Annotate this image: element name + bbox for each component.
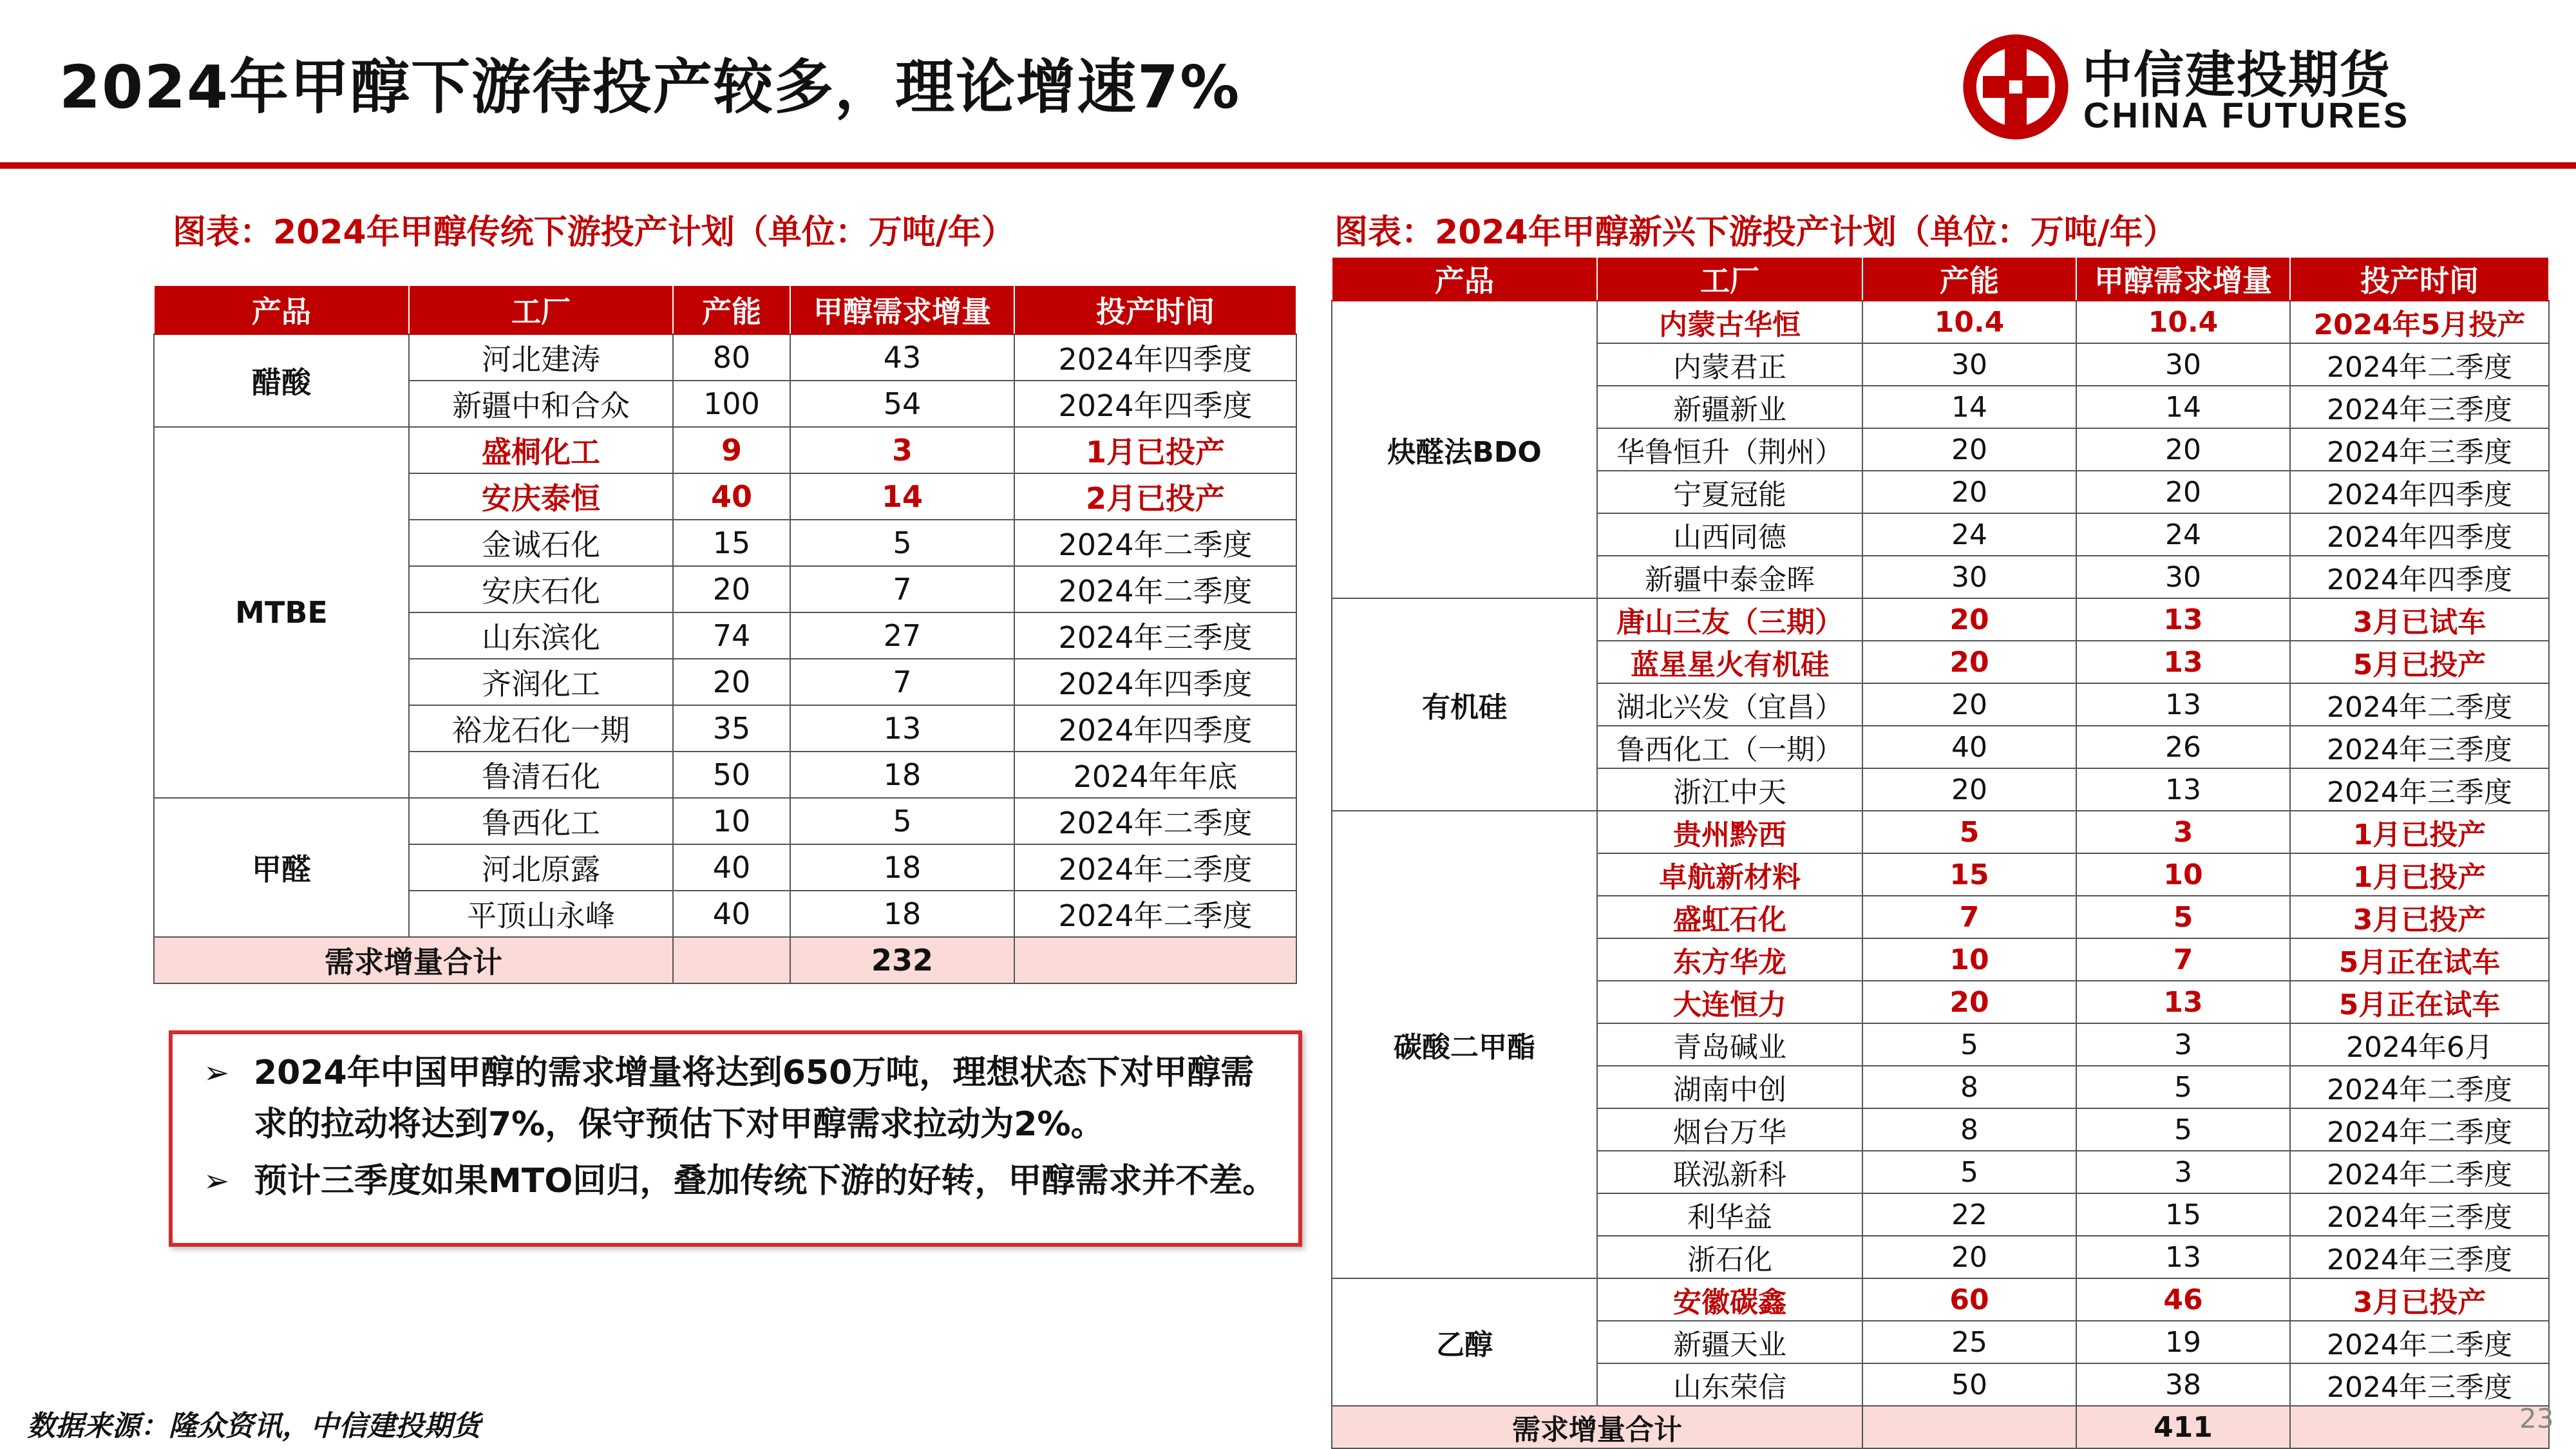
start-time-cell: 2024年二季度	[1014, 566, 1296, 612]
product-cell: 有机硅	[1332, 598, 1597, 811]
total-value: 232	[790, 937, 1014, 983]
total-empty-cell	[673, 937, 790, 983]
capacity-cell: 20	[1862, 981, 2076, 1023]
demand-increment-cell: 10	[2076, 853, 2290, 896]
plant-cell: 卓航新材料	[1597, 853, 1862, 896]
header-divider	[0, 162, 2576, 169]
capacity-cell: 15	[1862, 853, 2076, 896]
plant-cell: 齐润化工	[409, 659, 673, 705]
plant-cell: 浙江中天	[1597, 768, 1862, 811]
table-row	[1332, 598, 2549, 641]
product-cell: 炔醛法BDO	[1332, 301, 1597, 598]
demand-increment-cell: 54	[790, 381, 1014, 427]
start-time-cell: 2024年6月	[2290, 1023, 2549, 1066]
capacity-cell: 30	[1862, 556, 2076, 598]
traditional-downstream-table	[153, 285, 1297, 984]
demand-increment-cell: 26	[2076, 726, 2290, 768]
start-time-cell: 2024年四季度	[1014, 705, 1296, 752]
start-time-cell: 5月正在试车	[2290, 938, 2549, 981]
total-empty-cell	[1862, 1406, 2076, 1448]
demand-increment-cell: 20	[2076, 428, 2290, 471]
start-time-cell: 2024年三季度	[2290, 1363, 2549, 1406]
bullet-text: 2024年中国甲醇的需求增量将达到650万吨，理想状态下对甲醇需求的拉动将达到7%，保守预估下对甲醇需求拉动为2%。	[254, 1054, 1255, 1144]
bullet-arrow-icon: ➢	[204, 1163, 230, 1199]
start-time-cell: 2024年二季度	[1014, 891, 1296, 937]
plant-cell: 鲁西化工（一期）	[1597, 726, 1862, 768]
start-time-cell: 3月已投产	[2290, 1278, 2549, 1321]
start-time-cell: 2024年二季度	[2290, 683, 2549, 726]
plant-cell: 金诚石化	[409, 520, 673, 566]
start-time-cell: 2024年二季度	[1014, 798, 1296, 844]
column-header: 工厂	[409, 285, 673, 334]
demand-increment-cell: 14	[790, 473, 1014, 520]
capacity-cell: 5	[1862, 811, 2076, 853]
plant-cell: 新疆中和合众	[409, 381, 673, 427]
capacity-cell: 7	[1862, 896, 2076, 938]
table-header-row	[1332, 257, 2549, 301]
demand-increment-cell: 38	[2076, 1363, 2290, 1406]
total-value: 411	[2076, 1406, 2290, 1448]
bullet-item	[192, 1047, 1279, 1150]
plant-cell: 鲁西化工	[409, 798, 673, 844]
plant-cell: 内蒙君正	[1597, 343, 1862, 386]
capacity-cell: 40	[673, 473, 790, 520]
demand-increment-cell: 5	[2076, 1108, 2290, 1151]
start-time-cell: 2024年二季度	[1014, 520, 1296, 566]
right-table-caption: 图表：2024年甲醇新兴下游投产计划（单位：万吨/年）	[1334, 213, 2177, 252]
column-header: 产品	[1332, 257, 1597, 301]
plant-cell: 湖北兴发（宜昌）	[1597, 683, 1862, 726]
demand-increment-cell: 13	[2076, 1236, 2290, 1278]
product-cell: 乙醇	[1332, 1278, 1597, 1406]
demand-increment-cell: 14	[2076, 386, 2290, 428]
capacity-cell: 40	[673, 891, 790, 937]
start-time-cell: 2月已投产	[1014, 473, 1296, 520]
start-time-cell: 2024年二季度	[2290, 1151, 2549, 1193]
plant-cell: 利华益	[1597, 1193, 1862, 1236]
page-number: 23	[2519, 1403, 2554, 1434]
demand-increment-cell: 10.4	[2076, 301, 2290, 343]
plant-cell: 盛虹石化	[1597, 896, 1862, 938]
capacity-cell: 40	[673, 844, 790, 891]
bullet-item	[192, 1155, 1279, 1207]
table-row	[1332, 301, 2549, 343]
capacity-cell: 8	[1862, 1108, 2076, 1151]
page-title: 2024年甲醇下游待投产较多，理论增速7%	[59, 53, 1241, 122]
plant-cell: 平顶山永峰	[409, 891, 673, 937]
table-row	[154, 334, 1296, 381]
start-time-cell: 2024年四季度	[2290, 513, 2549, 556]
total-empty-cell	[2290, 1406, 2549, 1448]
start-time-cell: 2024年三季度	[2290, 1236, 2549, 1278]
demand-increment-cell: 5	[2076, 1066, 2290, 1108]
plant-cell: 湖南中创	[1597, 1066, 1862, 1108]
plant-cell: 新疆天业	[1597, 1321, 1862, 1363]
column-header: 甲醇需求增量	[790, 285, 1014, 334]
column-header: 产品	[154, 285, 409, 334]
data-source: 数据来源：隆众资讯，中信建投期货	[27, 1410, 480, 1443]
capacity-cell: 20	[1862, 428, 2076, 471]
summary-box	[169, 1030, 1302, 1247]
plant-cell: 内蒙古华恒	[1597, 301, 1862, 343]
plant-cell: 裕龙石化一期	[409, 705, 673, 752]
plant-cell: 安庆泰恒	[409, 473, 673, 520]
capacity-cell: 20	[1862, 768, 2076, 811]
capacity-cell: 74	[673, 612, 790, 659]
demand-increment-cell: 18	[790, 752, 1014, 798]
capacity-cell: 15	[673, 520, 790, 566]
start-time-cell: 2024年5月投产	[2290, 301, 2549, 343]
demand-increment-cell: 3	[2076, 811, 2290, 853]
plant-cell: 安庆石化	[409, 566, 673, 612]
plant-cell: 山西同德	[1597, 513, 1862, 556]
start-time-cell: 3月已试车	[2290, 598, 2549, 641]
demand-increment-cell: 13	[2076, 641, 2290, 683]
start-time-cell: 2024年四季度	[1014, 659, 1296, 705]
table-row	[154, 427, 1296, 473]
demand-increment-cell: 7	[2076, 938, 2290, 981]
capacity-cell: 20	[1862, 1236, 2076, 1278]
start-time-cell: 2024年三季度	[2290, 428, 2549, 471]
bullet-text: 预计三季度如果MTO回归，叠加传统下游的好转，甲醇需求并不差。	[254, 1162, 1276, 1200]
capacity-cell: 35	[673, 705, 790, 752]
capacity-cell: 24	[1862, 513, 2076, 556]
capacity-cell: 80	[673, 334, 790, 381]
demand-increment-cell: 13	[2076, 683, 2290, 726]
start-time-cell: 2024年三季度	[2290, 726, 2549, 768]
start-time-cell: 2024年四季度	[1014, 334, 1296, 381]
emerging-downstream-table	[1331, 256, 2550, 1449]
demand-increment-cell: 7	[790, 566, 1014, 612]
demand-increment-cell: 13	[2076, 598, 2290, 641]
capacity-cell: 50	[1862, 1363, 2076, 1406]
demand-increment-cell: 3	[2076, 1151, 2290, 1193]
capacity-cell: 22	[1862, 1193, 2076, 1236]
logo-text-cn: 中信建投期货	[2082, 46, 2392, 104]
start-time-cell: 1月已投产	[2290, 853, 2549, 896]
start-time-cell: 2024年二季度	[2290, 1321, 2549, 1363]
company-logo	[1961, 32, 2560, 142]
plant-cell: 青岛碱业	[1597, 1023, 1862, 1066]
column-header: 投产时间	[1014, 285, 1296, 334]
start-time-cell: 3月已投产	[2290, 896, 2549, 938]
capacity-cell: 100	[673, 381, 790, 427]
plant-cell: 联泓新科	[1597, 1151, 1862, 1193]
plant-cell: 大连恒力	[1597, 981, 1862, 1023]
demand-increment-cell: 3	[790, 427, 1014, 473]
table-row	[1332, 1278, 2549, 1321]
demand-increment-cell: 27	[790, 612, 1014, 659]
capacity-cell: 20	[1862, 471, 2076, 513]
column-header: 投产时间	[2290, 257, 2549, 301]
start-time-cell: 5月已投产	[2290, 641, 2549, 683]
table-row	[1332, 811, 2549, 853]
product-cell: 碳酸二甲酯	[1332, 811, 1597, 1278]
plant-cell: 河北原露	[409, 844, 673, 891]
plant-cell: 宁夏冠能	[1597, 471, 1862, 513]
start-time-cell: 5月正在试车	[2290, 981, 2549, 1023]
capacity-cell: 20	[1862, 683, 2076, 726]
column-header: 工厂	[1597, 257, 1862, 301]
demand-increment-cell: 30	[2076, 343, 2290, 386]
capacity-cell: 14	[1862, 386, 2076, 428]
capacity-cell: 9	[673, 427, 790, 473]
column-header: 产能	[1862, 257, 2076, 301]
start-time-cell: 2024年三季度	[2290, 1193, 2549, 1236]
column-header: 产能	[673, 285, 790, 334]
demand-increment-cell: 5	[790, 798, 1014, 844]
capacity-cell: 25	[1862, 1321, 2076, 1363]
capacity-cell: 5	[1862, 1151, 2076, 1193]
start-time-cell: 2024年四季度	[2290, 471, 2549, 513]
capacity-cell: 20	[1862, 598, 2076, 641]
plant-cell: 蓝星星火有机硅	[1597, 641, 1862, 683]
start-time-cell: 2024年三季度	[2290, 768, 2549, 811]
capacity-cell: 50	[673, 752, 790, 798]
product-cell: 甲醛	[154, 798, 409, 937]
start-time-cell: 2024年二季度	[2290, 1066, 2549, 1108]
demand-increment-cell: 3	[2076, 1023, 2290, 1066]
start-time-cell: 2024年二季度	[2290, 1108, 2549, 1151]
demand-increment-cell: 18	[790, 891, 1014, 937]
start-time-cell: 2024年三季度	[1014, 612, 1296, 659]
demand-increment-cell: 5	[790, 520, 1014, 566]
demand-increment-cell: 13	[790, 705, 1014, 752]
table-header-row	[154, 285, 1296, 334]
start-time-cell: 1月已投产	[2290, 811, 2549, 853]
demand-increment-cell: 20	[2076, 471, 2290, 513]
capacity-cell: 20	[673, 566, 790, 612]
total-label: 需求增量合计	[154, 937, 673, 983]
plant-cell: 山东滨化	[409, 612, 673, 659]
capacity-cell: 60	[1862, 1278, 2076, 1321]
column-header: 甲醇需求增量	[2076, 257, 2290, 301]
table-row	[154, 798, 1296, 844]
capacity-cell: 30	[1862, 343, 2076, 386]
bullet-arrow-icon: ➢	[204, 1055, 230, 1091]
demand-increment-cell: 24	[2076, 513, 2290, 556]
start-time-cell: 2024年四季度	[1014, 381, 1296, 427]
capacity-cell: 5	[1862, 1023, 2076, 1066]
total-empty-cell	[1014, 937, 1296, 983]
plant-cell: 河北建涛	[409, 334, 673, 381]
demand-increment-cell: 46	[2076, 1278, 2290, 1321]
total-row	[154, 937, 1296, 983]
plant-cell: 安徽碳鑫	[1597, 1278, 1862, 1321]
capacity-cell: 10.4	[1862, 301, 2076, 343]
capacity-cell: 10	[673, 798, 790, 844]
plant-cell: 新疆新业	[1597, 386, 1862, 428]
product-cell: 醋酸	[154, 334, 409, 427]
demand-increment-cell: 7	[790, 659, 1014, 705]
plant-cell: 新疆中泰金晖	[1597, 556, 1862, 598]
capacity-cell: 20	[673, 659, 790, 705]
demand-increment-cell: 13	[2076, 768, 2290, 811]
plant-cell: 浙石化	[1597, 1236, 1862, 1278]
capacity-cell: 8	[1862, 1066, 2076, 1108]
capacity-cell: 10	[1862, 938, 2076, 981]
demand-increment-cell: 18	[790, 844, 1014, 891]
capacity-cell: 40	[1862, 726, 2076, 768]
plant-cell: 东方华龙	[1597, 938, 1862, 981]
demand-increment-cell: 30	[2076, 556, 2290, 598]
demand-increment-cell: 19	[2076, 1321, 2290, 1363]
total-label: 需求增量合计	[1332, 1406, 1862, 1448]
plant-cell: 贵州黔西	[1597, 811, 1862, 853]
plant-cell: 鲁清石化	[409, 752, 673, 798]
plant-cell: 山东荣信	[1597, 1363, 1862, 1406]
plant-cell: 华鲁恒升（荆州）	[1597, 428, 1862, 471]
start-time-cell: 2024年二季度	[1014, 844, 1296, 891]
capacity-cell: 20	[1862, 641, 2076, 683]
demand-increment-cell: 5	[2076, 896, 2290, 938]
start-time-cell: 1月已投产	[1014, 427, 1296, 473]
start-time-cell: 2024年年底	[1014, 752, 1296, 798]
plant-cell: 烟台万华	[1597, 1108, 1862, 1151]
start-time-cell: 2024年二季度	[2290, 343, 2549, 386]
start-time-cell: 2024年四季度	[2290, 556, 2549, 598]
plant-cell: 盛桐化工	[409, 427, 673, 473]
plant-cell: 唐山三友（三期）	[1597, 598, 1862, 641]
logo-text-en: CHINA FUTURES	[2083, 95, 2410, 135]
total-row	[1332, 1406, 2549, 1448]
product-cell: MTBE	[154, 427, 409, 798]
demand-increment-cell: 43	[790, 334, 1014, 381]
start-time-cell: 2024年三季度	[2290, 386, 2549, 428]
demand-increment-cell: 15	[2076, 1193, 2290, 1236]
demand-increment-cell: 13	[2076, 981, 2290, 1023]
citic-logo-icon	[1961, 32, 2070, 142]
left-table-caption: 图表：2024年甲醇传统下游投产计划（单位：万吨/年）	[173, 213, 1015, 252]
